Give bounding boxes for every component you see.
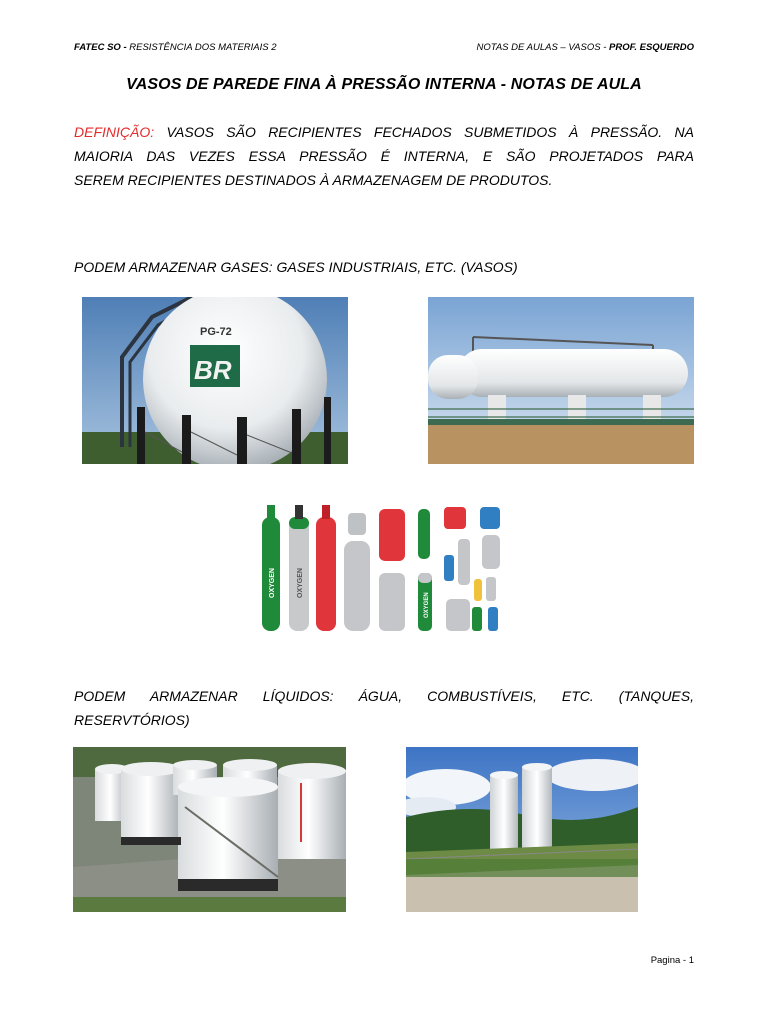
- svg-text:OXYGEN: OXYGEN: [297, 568, 304, 598]
- liquids-line-2: RESERVTÓRIOS): [74, 712, 190, 728]
- water-reservoirs-photo: [406, 747, 638, 912]
- page-title: VASOS DE PAREDE FINA À PRESSÃO INTERNA - NOTAS DE AULA: [126, 76, 642, 93]
- page-number: Pagina - 1: [650, 955, 694, 966]
- sphere-tag-text: PG-72: [200, 326, 232, 338]
- spherical-gas-tank-photo: [82, 297, 348, 464]
- gases-paragraph: PODEM ARMAZENAR GASES: GASES INDUSTRIAIS, ETC. (VASOS): [74, 259, 518, 275]
- header-notes: NOTAS DE AULAS – VASOS - PROF. ESQUERDO: [476, 42, 694, 53]
- svg-text:OXYGEN: OXYGEN: [424, 592, 430, 618]
- tank-farm-photo: [73, 747, 346, 912]
- br-logo-text: BR: [194, 355, 232, 385]
- header-course: FATEC SO - RESISTÊNCIA DOS MATERIAIS 2: [74, 42, 277, 53]
- liquids-line-1: PODEM ARMAZENAR LÍQUIDOS: ÁGUA, COMBUSTÍVEIS, ETC. (TANQUES,: [74, 688, 694, 704]
- definition-line-2: MAIORIA DAS VEZES ESSA PRESSÃO É INTERNA, E SÃO PROJETADOS PARA: [74, 148, 694, 164]
- page-header: [74, 42, 694, 56]
- definition-line-3: SEREM RECIPIENTES DESTINADOS À ARMAZENAGEM DE PRODUTOS.: [74, 172, 553, 188]
- liquids-paragraph: [74, 684, 694, 732]
- definition-paragraph: [74, 120, 694, 192]
- horizontal-gas-tanks-photo: [428, 297, 694, 464]
- gas-cylinders-photo: [260, 503, 508, 633]
- svg-text:OXYGEN: OXYGEN: [269, 568, 276, 598]
- definition-label: DEFINIÇÃO:: [74, 124, 155, 140]
- definition-line-1: DEFINIÇÃO: VASOS SÃO RECIPIENTES FECHADOS SUBMETIDOS À PRESSÃO. NA: [74, 124, 694, 140]
